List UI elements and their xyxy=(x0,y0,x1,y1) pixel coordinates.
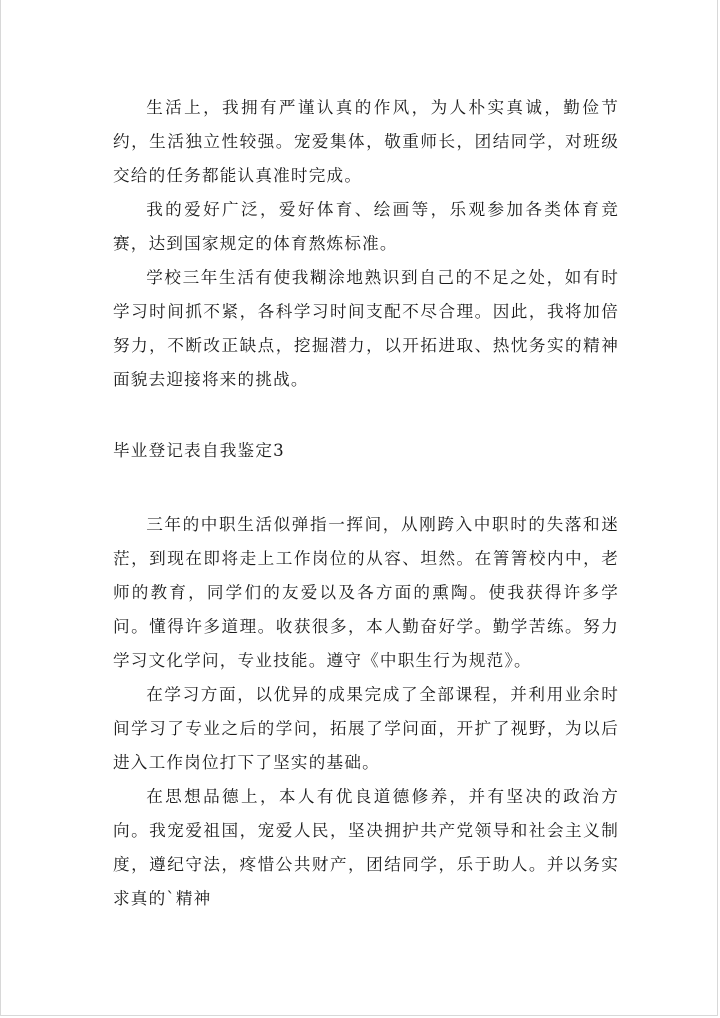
paragraph-hobbies: 我的爱好广泛，爱好体育、绘画等，乐观参加各类体育竞赛，达到国家规定的体育熬炼标准。 xyxy=(113,200,619,253)
paragraph-morality: 在思想品德上，本人有优良道德修养，并有坚决的政治方向。我宠爱祖国，宠爱人民，坚决拥护共产党领导和社会主义制度，遵纪守法，疼惜公共财产，团结同学，乐于助人。并以务实求真的`精神 xyxy=(113,787,619,908)
section-two xyxy=(113,508,619,916)
section-heading: 毕业登记表自我鉴定3 xyxy=(113,441,285,460)
paragraph-school-life: 三年的中职生活似弹指一挥间，从刚跨入中职时的失落和迷茫，到现在即将走上工作岗位的从容、坦然。在箐箐校内中，老师的教育，同学们的友爱以及各方面的熏陶。使我获得许多学问。懂得许多道理。收获很多，本人勤奋好学。勤学苦练。努力学习文化学问，专业技能。遵守《中职生行为规范》。 xyxy=(113,515,619,670)
section-one xyxy=(113,91,619,397)
paragraph-shortcomings: 学校三年生活有使我糊涂地熟识到自己的不足之处，如有时学习时间抓不紧，各科学习时间支配不尽合理。因此，我将加倍努力，不断改正缺点，挖掘潜力，以开拓进取、热忱务实的精神面貌去迎接将来的挑战。 xyxy=(113,268,619,389)
paragraph-study: 在学习方面，以优异的成果完成了全部课程，并利用业余时间学习了专业之后的学问，拓展了学问面，开扩了视野，为以后进入工作岗位打下了坚实的基础。 xyxy=(113,685,619,772)
paragraph-life: 生活上，我拥有严谨认真的作风，为人朴实真诚，勤俭节约，生活独立性较强。宠爱集体，敬重师长，团结同学，对班级交给的任务都能认真准时完成。 xyxy=(113,98,619,185)
